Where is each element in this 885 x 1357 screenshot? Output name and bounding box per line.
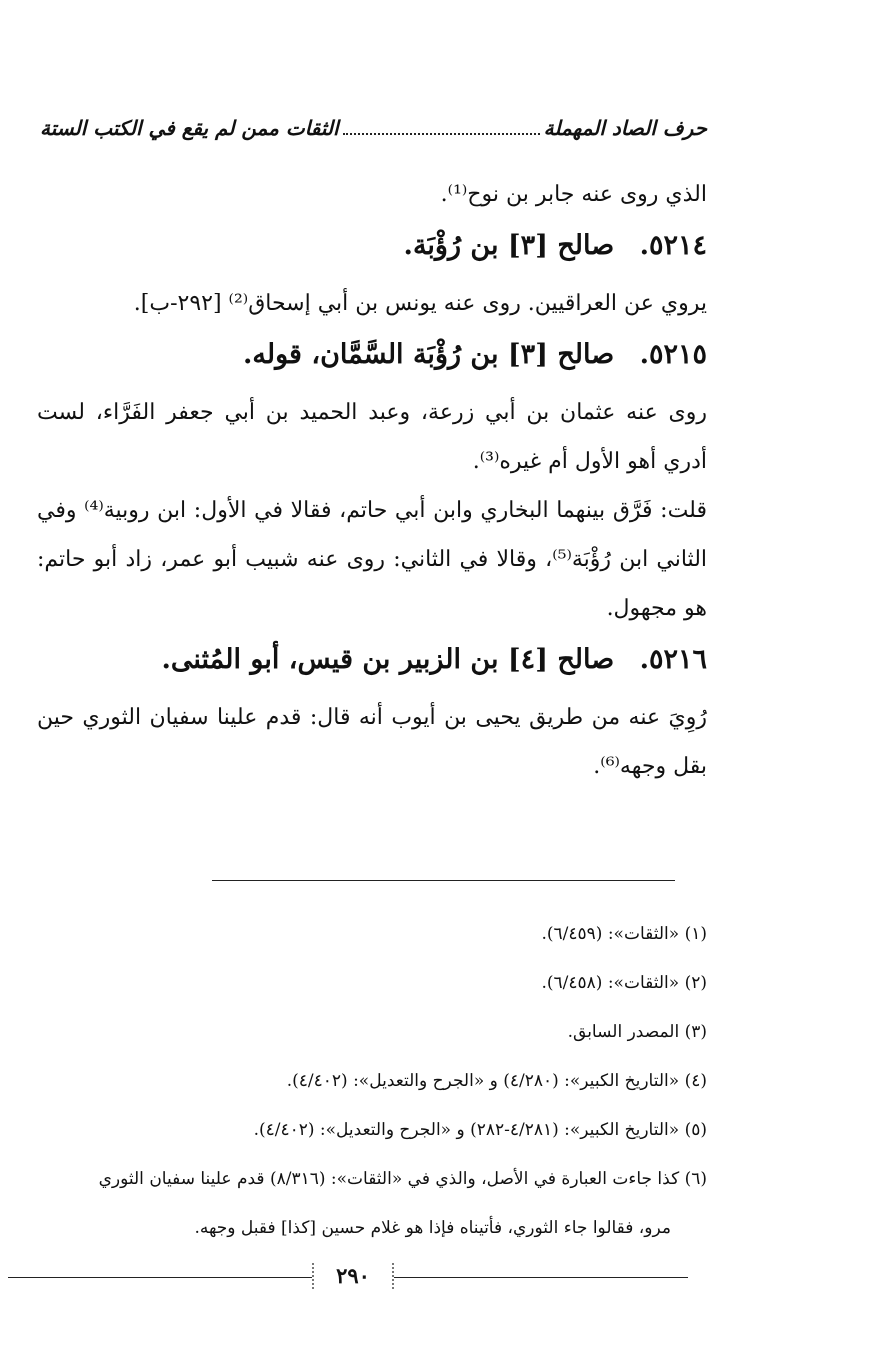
intro-paragraph: الذي روى عنه جابر بن نوح⁽¹⁾. [440, 182, 707, 207]
entry-title: صالح [٣] بن رُؤْبَة. [403, 230, 615, 261]
footnote-continuation: مرو، فقالوا جاء الثوري، فأتيناه فإذا هو غلام حسين [كذا] فقبل وجهه. [194, 1218, 671, 1238]
entry-title: صالح [٤] بن الزبير بن قيس، أبو المُثنى. [161, 644, 615, 675]
header-dot-leader [343, 132, 540, 135]
entry-5214 [37, 221, 707, 328]
entry-5215 [37, 330, 707, 633]
entry-number: ٥٢١٤. [639, 230, 707, 261]
footnote: (٥) «التاريخ الكبير»: (٤/٢٨١-٢٨٢) و «الجرح والتعديل»: (٤/٤٠٢). [253, 1120, 707, 1140]
footnote: (٤) «التاريخ الكبير»: (٤/٢٨٠) و «الجرح والتعديل»: (٤/٤٠٢). [286, 1071, 707, 1091]
header-chapter-title: حرف الصاد المهملة [543, 116, 707, 140]
page-number: ٢٩٠ [312, 1263, 394, 1289]
entry-heading [37, 221, 707, 271]
entry-title: صالح [٣] بن رُؤْبَة السَّمَّان، قوله. [243, 339, 615, 370]
footnote: (٦) كذا جاءت العبارة في الأصل، والذي في «الثقات»: (٨/٣١٦) قدم علينا سفيان الثوري [98, 1169, 707, 1189]
running-header [40, 116, 707, 141]
entry-paragraph: روى عنه عثمان بن أبي زرعة، وعبد الحميد بن أبي جعفر الفَرَّاء، لست أدري أهو الأول أم غيره⁽³⁾. [37, 400, 707, 474]
entry-heading [37, 635, 707, 685]
footnote: (٢) «الثقات»: (٦/٤٥٨). [541, 973, 707, 993]
entry-number: ٥٢١٦. [639, 644, 707, 675]
footnote: (١) «الثقات»: (٦/٤٥٩). [541, 924, 707, 944]
entry-5216 [37, 635, 707, 791]
footnotes [2, 910, 707, 1253]
entry-number: ٥٢١٥. [639, 339, 707, 370]
entry-paragraph: رُوِيَ عنه من طريق يحيى بن أيوب أنه قال: قدم علينا سفيان الثوري حين بقل وجهه⁽⁶⁾. [37, 705, 707, 779]
main-text [37, 170, 707, 791]
footnote: (٣) المصدر السابق. [567, 1022, 707, 1042]
footnote-divider [212, 880, 675, 881]
entry-heading [37, 330, 707, 380]
header-book-title: الثقات ممن لم يقع في الكتب الستة [40, 116, 339, 140]
entry-paragraph: يروي عن العراقيين. روى عنه يونس بن أبي إسحاق⁽²⁾ [٢٩٢-ب]. [133, 291, 707, 316]
entry-paragraph: قلت: فَرَّق بينهما البخاري وابن أبي حاتم، فقالا في الأول: ابن روبية⁽⁴⁾ وفي الثاني ابن رُؤْبَة⁽⁵⁾، وقالا في الثاني: روى عنه شبيب أبو عمر، زاد أبو حاتم: هو مجهول. [37, 498, 708, 621]
